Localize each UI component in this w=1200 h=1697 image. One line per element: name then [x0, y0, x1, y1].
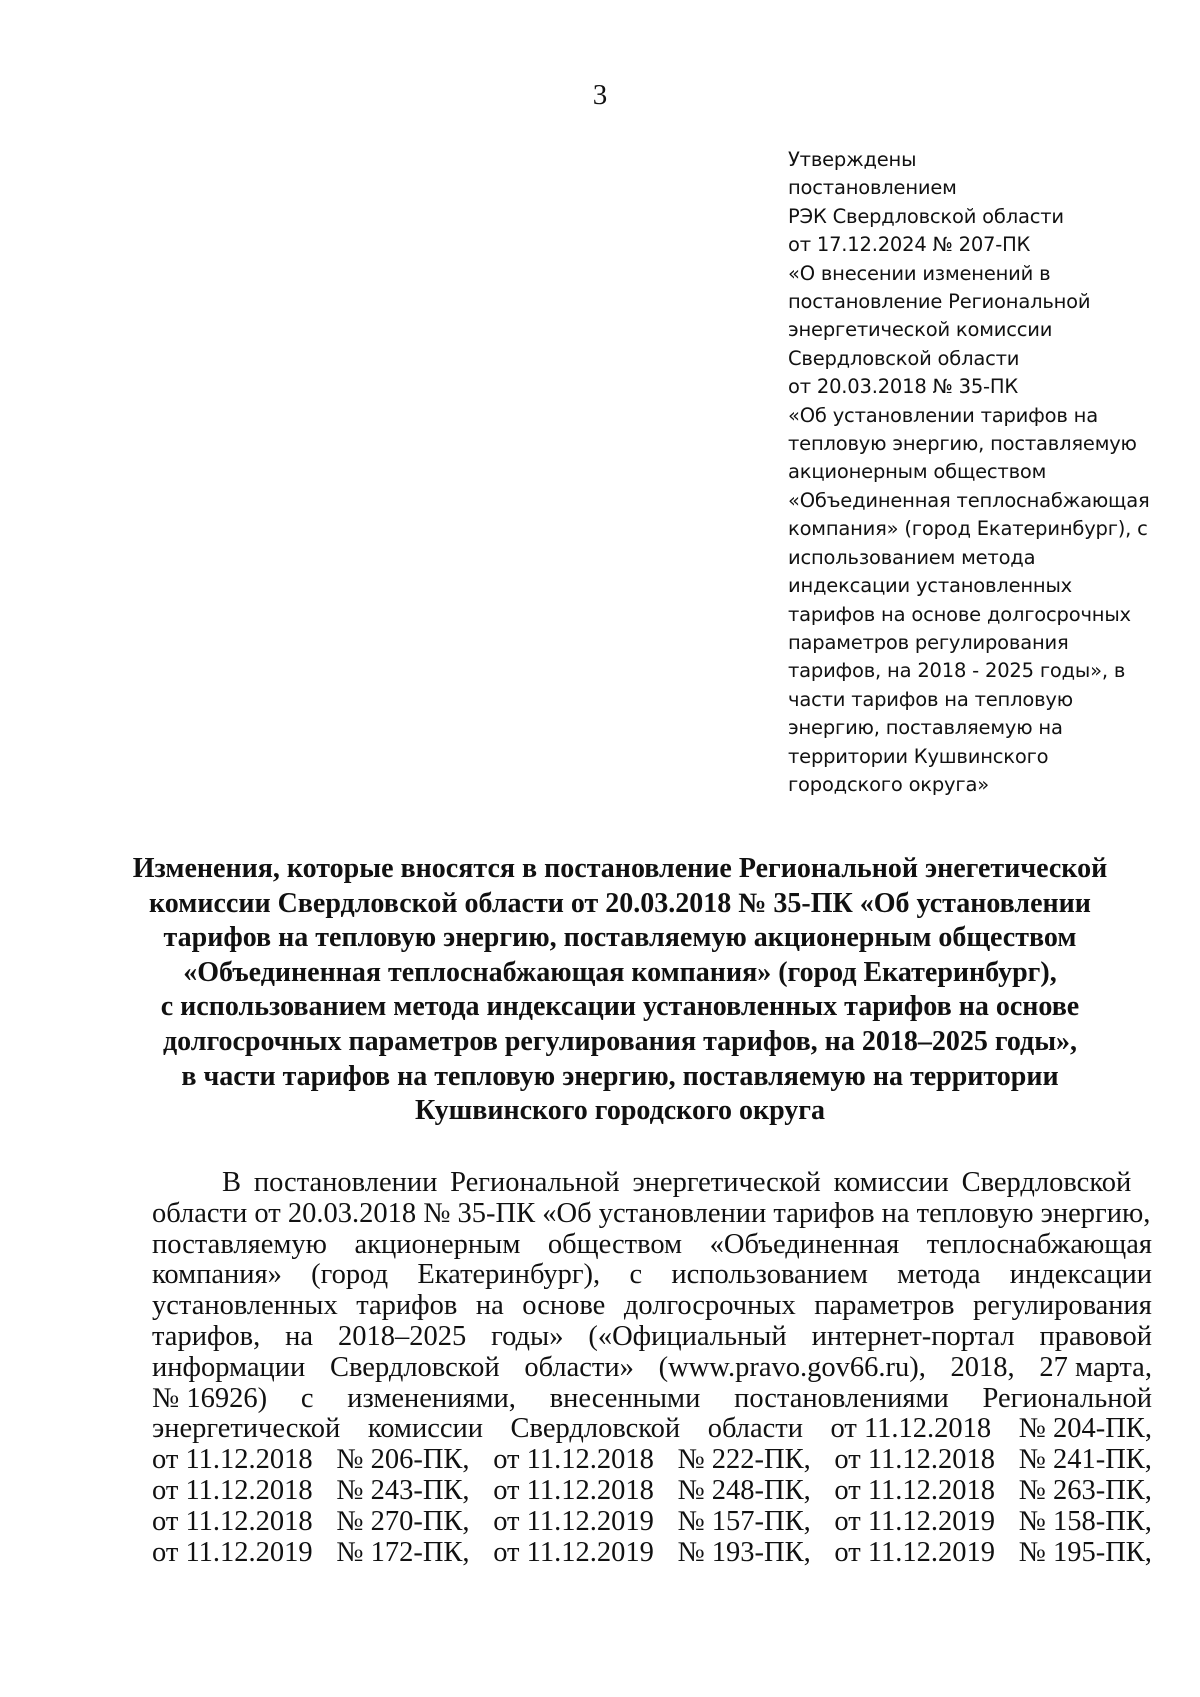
body-word: параметров — [814, 1290, 955, 1322]
body-word: интернет-портал — [811, 1320, 1015, 1352]
body-word: № 195-ПК, — [1018, 1536, 1152, 1568]
body-word: Свердловской — [510, 1413, 681, 1445]
body-line — [152, 1445, 1152, 1476]
approval-line: «О внесении изменений в — [788, 261, 1051, 285]
body-word: тарифов, — [152, 1320, 261, 1352]
body-word: с — [629, 1259, 643, 1291]
title-line: с использованием метода индексации установленных тарифов на основе — [160, 991, 1080, 1023]
body-word: № 222-ПК, — [677, 1444, 811, 1476]
approval-line: постановлением — [788, 176, 957, 200]
body-word: годы» — [491, 1320, 564, 1352]
approval-line: Утверждены — [788, 148, 917, 171]
body-word: от 11.12.2018 — [493, 1474, 654, 1506]
approval-line: использованием метода — [788, 545, 1036, 569]
body-line — [152, 1353, 1152, 1384]
approval-line: постановление Региональной — [788, 290, 1091, 314]
body-word: долгосрочных — [623, 1290, 796, 1322]
body-word: энергетической — [632, 1167, 821, 1198]
body-word: от 11.12.2018 — [830, 1413, 992, 1445]
body-word: от 11.12.2019 — [493, 1505, 654, 1537]
approval-stamp-block — [788, 146, 1178, 799]
body-word: № 193-ПК, — [677, 1536, 811, 1568]
body-line — [152, 1384, 1152, 1415]
body-word: комиссии — [833, 1167, 949, 1198]
approval-line: энергетической комиссии — [788, 318, 1053, 342]
approval-line: тепловую энергию, поставляемую — [788, 432, 1137, 456]
body-word: Екатеринбург), — [417, 1259, 601, 1291]
body-word: от 11.12.2019 — [152, 1536, 313, 1568]
body-word: области» — [524, 1351, 634, 1383]
body-word: изменениями, — [347, 1382, 516, 1414]
approval-line: части тарифов на тепловую — [788, 687, 1073, 711]
approval-line: Свердловской области — [788, 346, 1020, 370]
title-line: Изменения, которые вносятся в постановление Региональной энегетической — [132, 853, 1108, 884]
body-word: области от 20.03.2018 № 35-ПК «Об установлении тарифов на тепловую энергию, — [152, 1197, 1151, 1229]
body-word: от 11.12.2019 — [834, 1536, 996, 1568]
body-word: 27 марта, — [1039, 1351, 1152, 1383]
body-word: № 157-ПК, — [677, 1505, 811, 1537]
approval-line: от 17.12.2024 № 207-ПК — [788, 233, 1031, 257]
body-line — [152, 1168, 1152, 1199]
body-word: на — [285, 1320, 314, 1352]
body-word: В — [222, 1167, 242, 1198]
body-word: обществом — [547, 1228, 683, 1260]
body-word: на — [475, 1290, 504, 1322]
body-word: постановлении — [253, 1167, 438, 1198]
title-line: долгосрочных параметров регулирования тарифов, на 2018–2025 годы», — [162, 1025, 1078, 1057]
body-word: («Официальный — [588, 1320, 787, 1352]
body-word: теплоснабжающая — [926, 1228, 1152, 1260]
body-word: Региональной — [982, 1382, 1152, 1414]
approval-line: индексации установленных — [788, 574, 1073, 598]
body-line — [152, 1230, 1152, 1261]
body-line — [152, 1199, 1152, 1230]
approval-line: от 20.03.2018 № 35-ПК — [788, 375, 1018, 399]
approval-line: тарифов, на 2018 - 2025 годы», в — [788, 659, 1126, 683]
approval-line: акционерным обществом — [788, 460, 1047, 484]
title-line: «Объединенная теплоснабжающая компания» (город Екатеринбург), — [183, 956, 1057, 988]
title-line: тарифов на тепловую энергию, поставляемую акционерным обществом — [163, 922, 1077, 954]
approval-line: компания» (город Екатеринбург), с — [788, 517, 1148, 541]
body-line — [152, 1538, 1152, 1569]
body-paragraph — [152, 1168, 1152, 1568]
page-number: 3 — [592, 79, 608, 111]
body-word: от 11.12.2018 — [152, 1444, 313, 1476]
body-word: использованием — [671, 1259, 868, 1291]
body-word: Свердловской — [961, 1167, 1132, 1198]
body-word: тарифов — [356, 1290, 458, 1322]
body-word: области — [707, 1413, 803, 1445]
body-word: «Объединенная — [709, 1228, 900, 1260]
title-line: в части тарифов на тепловую энергию, поставляемую на территории — [181, 1060, 1059, 1092]
body-line — [152, 1260, 1152, 1291]
body-word: энергетической — [152, 1413, 341, 1445]
body-word: № 16926) — [152, 1382, 268, 1414]
body-word: поставляемую — [152, 1228, 327, 1260]
body-word: от 11.12.2018 — [493, 1444, 654, 1476]
body-word: № 270-ПК, — [336, 1505, 470, 1537]
body-word: (город — [311, 1259, 389, 1291]
body-word: от 11.12.2018 — [152, 1505, 313, 1537]
body-word: от 11.12.2018 — [834, 1444, 996, 1476]
body-word: внесенными — [549, 1382, 701, 1414]
title-line: комиссии Свердловской области от 20.03.2018 № 35-ПК «Об установлении — [149, 887, 1091, 919]
body-word: № 204-ПК, — [1018, 1413, 1152, 1445]
approval-line: энергию, поставляемую на — [788, 716, 1063, 740]
body-word: 2018, — [950, 1351, 1015, 1383]
body-word: комиссии — [367, 1413, 484, 1445]
document-title — [90, 852, 1150, 1129]
body-word: метода — [897, 1259, 981, 1291]
body-word: информации — [152, 1351, 306, 1383]
body-word: от 11.12.2018 — [834, 1474, 996, 1506]
body-word: постановлениями — [734, 1382, 949, 1414]
body-word: № 172-ПК, — [336, 1536, 470, 1568]
body-word: № 206-ПК, — [336, 1444, 470, 1476]
body-word: № 158-ПК, — [1018, 1505, 1152, 1537]
body-word: Региональной — [450, 1167, 620, 1198]
body-word: 2018–2025 — [337, 1320, 467, 1352]
approval-line: «Объединенная теплоснабжающая — [788, 488, 1150, 512]
approval-line: территории Кушвинского — [788, 744, 1049, 768]
body-word: Свердловской — [330, 1351, 500, 1383]
body-word: компания» — [152, 1259, 282, 1291]
body-line — [152, 1476, 1152, 1507]
approval-line: параметров регулирования — [788, 630, 1069, 654]
body-word: № 241-ПК, — [1018, 1444, 1152, 1476]
body-word: основе — [522, 1290, 606, 1322]
body-word: с — [300, 1382, 314, 1414]
body-line — [152, 1414, 1152, 1445]
body-word: регулирования — [973, 1290, 1152, 1322]
body-word: правовой — [1039, 1320, 1152, 1352]
body-word: от 11.12.2019 — [834, 1505, 996, 1537]
body-word: (www.pravo.gov66.ru), — [658, 1351, 926, 1383]
body-line — [152, 1507, 1152, 1538]
body-word: № 243-ПК, — [336, 1474, 470, 1506]
body-word: № 263-ПК, — [1018, 1474, 1152, 1506]
body-word: установленных — [152, 1290, 338, 1322]
body-line — [152, 1322, 1152, 1353]
approval-line: городского округа» — [788, 772, 989, 796]
title-line: Кушвинского городского округа — [414, 1095, 826, 1127]
approval-line: тарифов на основе долгосрочных — [788, 602, 1131, 626]
approval-line: РЭК Свердловской области — [788, 204, 1064, 228]
body-word: № 248-ПК, — [677, 1474, 811, 1506]
body-word: индексации — [1009, 1259, 1152, 1291]
body-word: акционерным — [354, 1228, 521, 1260]
approval-line: «Об установлении тарифов на — [788, 403, 1098, 427]
body-word: от 11.12.2018 — [152, 1474, 313, 1506]
body-word: от 11.12.2019 — [493, 1536, 654, 1568]
body-line — [152, 1291, 1152, 1322]
